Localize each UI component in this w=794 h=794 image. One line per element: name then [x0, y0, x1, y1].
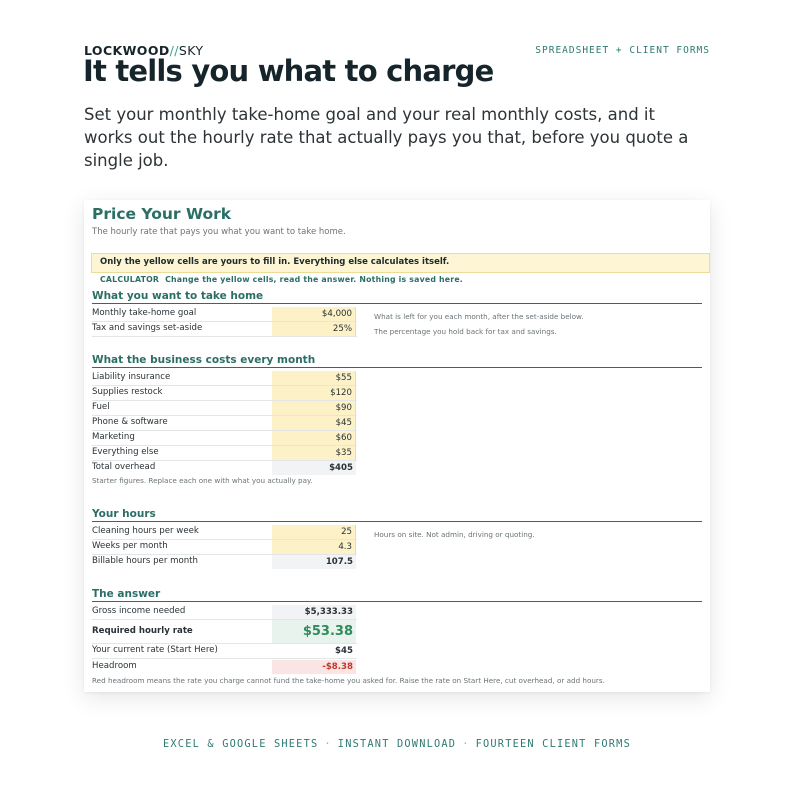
row-everything-else [92, 446, 357, 461]
phone-software-input[interactable]: $45 [272, 416, 356, 430]
row-fuel [92, 401, 357, 416]
footer-item-forms: FOURTEEN CLIENT FORMS [475, 738, 631, 750]
calculator-bar [100, 275, 463, 284]
row-gross-income [92, 605, 357, 620]
row-marketing [92, 431, 357, 446]
brand-name: LOCKWOOD [84, 43, 170, 58]
row-current-rate [92, 644, 357, 659]
calculator-tag: CALCULATOR [100, 275, 160, 284]
row-label: Phone & software [92, 417, 168, 427]
row-weeks-per-month [92, 540, 357, 555]
row-label: Tax and savings set-aside [92, 323, 203, 333]
total-overhead-value: $405 [272, 461, 356, 475]
notice-banner [91, 253, 710, 273]
row-liability-insurance [92, 371, 357, 386]
calculator-text: Change the yellow cells, read the answer. Nothing is saved here. [165, 275, 463, 284]
answer-note: Red headroom means the rate you charge cannot fund the take-home you asked for. Raise the rate on Start Here, cut overhead, or add hours. [92, 676, 605, 685]
everything-else-input[interactable]: $35 [272, 446, 356, 460]
footer-separator: · [324, 738, 332, 750]
page-subhead: Set your monthly take-home goal and your real monthly costs, and it works out the hourly rate that actually pays you that, before you quote a single job. [84, 105, 689, 170]
gross-income-value: $5,333.33 [272, 605, 356, 619]
row-label: Supplies restock [92, 387, 163, 397]
weeks-per-month-input[interactable]: 4.3 [272, 540, 356, 554]
set-aside-input[interactable]: 25% [272, 322, 356, 336]
spreadsheet-preview [84, 200, 710, 692]
cleaning-hours-input[interactable]: 25 [272, 525, 356, 539]
liability-insurance-input[interactable]: $55 [272, 371, 356, 385]
sheet-title: Price Your Work [92, 205, 232, 223]
section-heading-hours: Your hours [92, 508, 702, 522]
row-label: Fuel [92, 402, 110, 412]
cleaning-hours-note: Hours on site. Not admin, driving or quoting. [374, 530, 535, 539]
takehome-goal-note: What is left for you each month, after the set-aside below. [374, 312, 584, 321]
page-headline: It tells you what to charge [83, 54, 494, 88]
row-label: Headroom [92, 661, 137, 671]
brand-slash: // [169, 43, 179, 58]
row-billable-hours [92, 555, 357, 569]
footer-item-excel: EXCEL & GOOGLE SHEETS [163, 738, 319, 750]
section-heading-answer: The answer [92, 588, 702, 602]
set-aside-note: The percentage you hold back for tax and savings. [374, 327, 557, 336]
row-label: Weeks per month [92, 541, 168, 551]
marketing-input[interactable]: $60 [272, 431, 356, 445]
row-label: Gross income needed [92, 606, 186, 616]
footer-separator: · [462, 738, 470, 750]
takehome-goal-input[interactable]: $4,000 [272, 307, 356, 321]
row-label: Cleaning hours per week [92, 526, 199, 536]
row-required-rate [92, 620, 357, 644]
brand-sky: SKY [178, 43, 204, 58]
supplies-restock-input[interactable]: $120 [272, 386, 356, 400]
current-rate-value: $45 [272, 644, 356, 658]
row-cleaning-hours [92, 525, 357, 540]
row-label: Marketing [92, 432, 135, 442]
section-heading-costs: What the business costs every month [92, 354, 702, 368]
costs-note: Starter figures. Replace each one with what you actually pay. [92, 476, 313, 485]
footer-features [0, 738, 794, 750]
row-total-overhead [92, 461, 357, 475]
row-label: Required hourly rate [92, 626, 193, 636]
brand-tagline: SPREADSHEET + CLIENT FORMS [535, 45, 710, 56]
row-label: Everything else [92, 447, 159, 457]
row-label: Monthly take-home goal [92, 308, 197, 318]
notice-text: Only the yellow cells are yours to fill in. Everything else calculates itself. [100, 257, 450, 267]
required-rate-value: $53.38 [272, 620, 356, 643]
section-heading-takehome: What you want to take home [92, 290, 702, 304]
row-supplies-restock [92, 386, 357, 401]
row-takehome-goal [92, 307, 357, 322]
row-label: Billable hours per month [92, 556, 198, 566]
billable-hours-value: 107.5 [272, 555, 356, 569]
headroom-value: -$8.38 [272, 660, 356, 674]
sheet-subtitle: The hourly rate that pays you what you want to take home. [92, 227, 346, 237]
row-headroom [92, 660, 357, 674]
fuel-input[interactable]: $90 [272, 401, 356, 415]
row-phone-software [92, 416, 357, 431]
row-label: Total overhead [92, 462, 156, 472]
row-label: Your current rate (Start Here) [92, 645, 218, 655]
footer-item-download: INSTANT DOWNLOAD [337, 738, 457, 750]
row-label: Liability insurance [92, 372, 171, 382]
row-set-aside [92, 322, 357, 337]
